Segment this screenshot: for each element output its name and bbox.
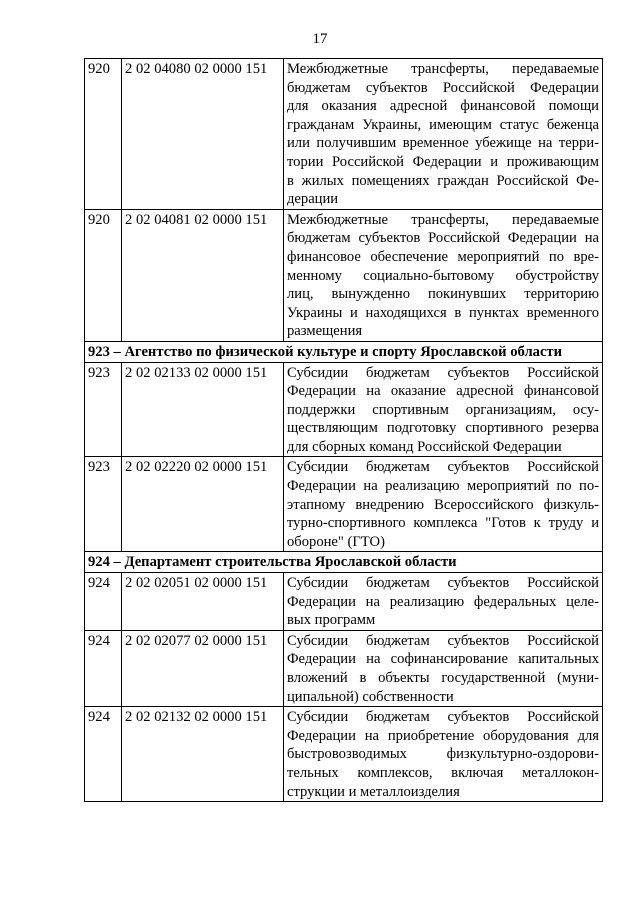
description-cell [284,630,603,706]
description-line: менному социально-бытовому обустройству [287,267,599,284]
budget-code-cell: 2 02 02051 02 0000 151 [122,573,284,631]
description-line: ществляющим подготовку спортивного резерва [287,420,599,437]
budget-code-cell: 2 02 04081 02 0000 151 [122,209,284,341]
description-line: Федерации на приобретение оборудования для [287,727,599,744]
description-line: вых программ [287,612,376,629]
description-line: Федерации на реализацию федеральных целе- [287,593,599,610]
description-line: ципальной) собственности [287,688,454,705]
description-cell [284,209,603,341]
budget-code-cell: 2 02 02220 02 0000 151 [122,457,284,552]
description-cell [284,457,603,552]
admin-code-cell: 923 [85,362,122,457]
description-line: Межбюджетные трансферты, передаваемые [287,61,599,77]
description-line: этапному внедрению Всероссийского физкуль- [287,496,599,513]
admin-code-cell: 920 [85,59,122,210]
description-line: Субсидии бюджетам субъектов Российской [287,364,599,381]
description-line: турно-спортивного комплекса "Готов к труду и [287,515,599,532]
description-line: бюджетам субъектов Российской Федерации на [287,230,599,247]
table-row [85,573,603,631]
section-title: 923 – Агентство по физической культуре и спорту Ярославской области [85,341,603,362]
description-cell [284,362,603,457]
description-line: дерации [287,191,339,208]
description-line: бюджетам субъектов Российской Федерации [287,79,599,96]
table-row [85,457,603,552]
description-line: Субсидии бюджетам субъектов Российской [287,709,599,726]
description-line: размещения [287,323,363,340]
description-cell [284,707,603,802]
description-line: Субсидии бюджетам субъектов Российской [287,575,599,592]
description-line: обороне" (ГТО) [287,533,385,550]
description-line: лиц, вынужденно покинувших территорию [287,286,599,303]
section-title: 924 – Департамент строительства Ярославской области [85,552,603,573]
description-line: поддержки спортивным организациям, осу- [287,401,599,418]
table-row [85,707,603,802]
description-line: Украины и находящихся в пунктах временного [287,304,599,321]
admin-code-cell: 923 [85,457,122,552]
table-body [85,59,603,802]
description-line: в жилых помещениях граждан Российской Фе- [287,172,599,189]
admin-code-cell: 924 [85,630,122,706]
admin-code-cell: 920 [85,209,122,341]
table-row [85,362,603,457]
description-line: вложений в объекты государственной (муни- [287,670,599,686]
description-line: для сборных команд Российской Федерации [287,438,562,455]
page-number: 17 [312,31,328,47]
description-line: Федерации на оказание адресной финансовой [287,383,599,400]
description-line: тельных комплексов, включая металлокон- [287,764,599,781]
budget-classification-table [84,58,603,802]
table-row [85,59,603,210]
description-cell [284,59,603,210]
budget-code-cell: 2 02 04080 02 0000 151 [122,59,284,210]
section-header-row [85,341,603,362]
budget-code-cell: 2 02 02133 02 0000 151 [122,362,284,457]
table-row [85,630,603,706]
admin-code-cell: 924 [85,573,122,631]
description-line: Федерации на реализацию мероприятий по по- [287,478,599,495]
description-line: быстровозводимых физкультурно-оздорови- [287,746,599,763]
section-header-row [85,552,603,573]
description-line: гражданам Украины, имеющим статус беженца [287,116,599,133]
description-line: или получившим временное убежище на терри- [287,135,599,152]
budget-code-cell: 2 02 02132 02 0000 151 [122,707,284,802]
description-line: Федерации на софинансирование капитальных [287,651,599,668]
description-line: для оказания адресной финансовой помощи [287,98,599,115]
admin-code-cell: 924 [85,707,122,802]
budget-code-cell: 2 02 02077 02 0000 151 [122,630,284,706]
description-line: тории Российской Федерации и проживающим [287,153,599,170]
description-line: финансовое обеспечение мероприятий по вре- [287,248,599,265]
description-line: струкции и металлоизделия [287,783,460,800]
description-line: Межбюджетные трансферты, передаваемые [287,211,599,228]
description-cell [284,573,603,631]
description-line: Субсидии бюджетам субъектов Российской [287,459,599,476]
table-row [85,209,603,341]
description-line: Субсидии бюджетам субъектов Российской [287,632,599,649]
